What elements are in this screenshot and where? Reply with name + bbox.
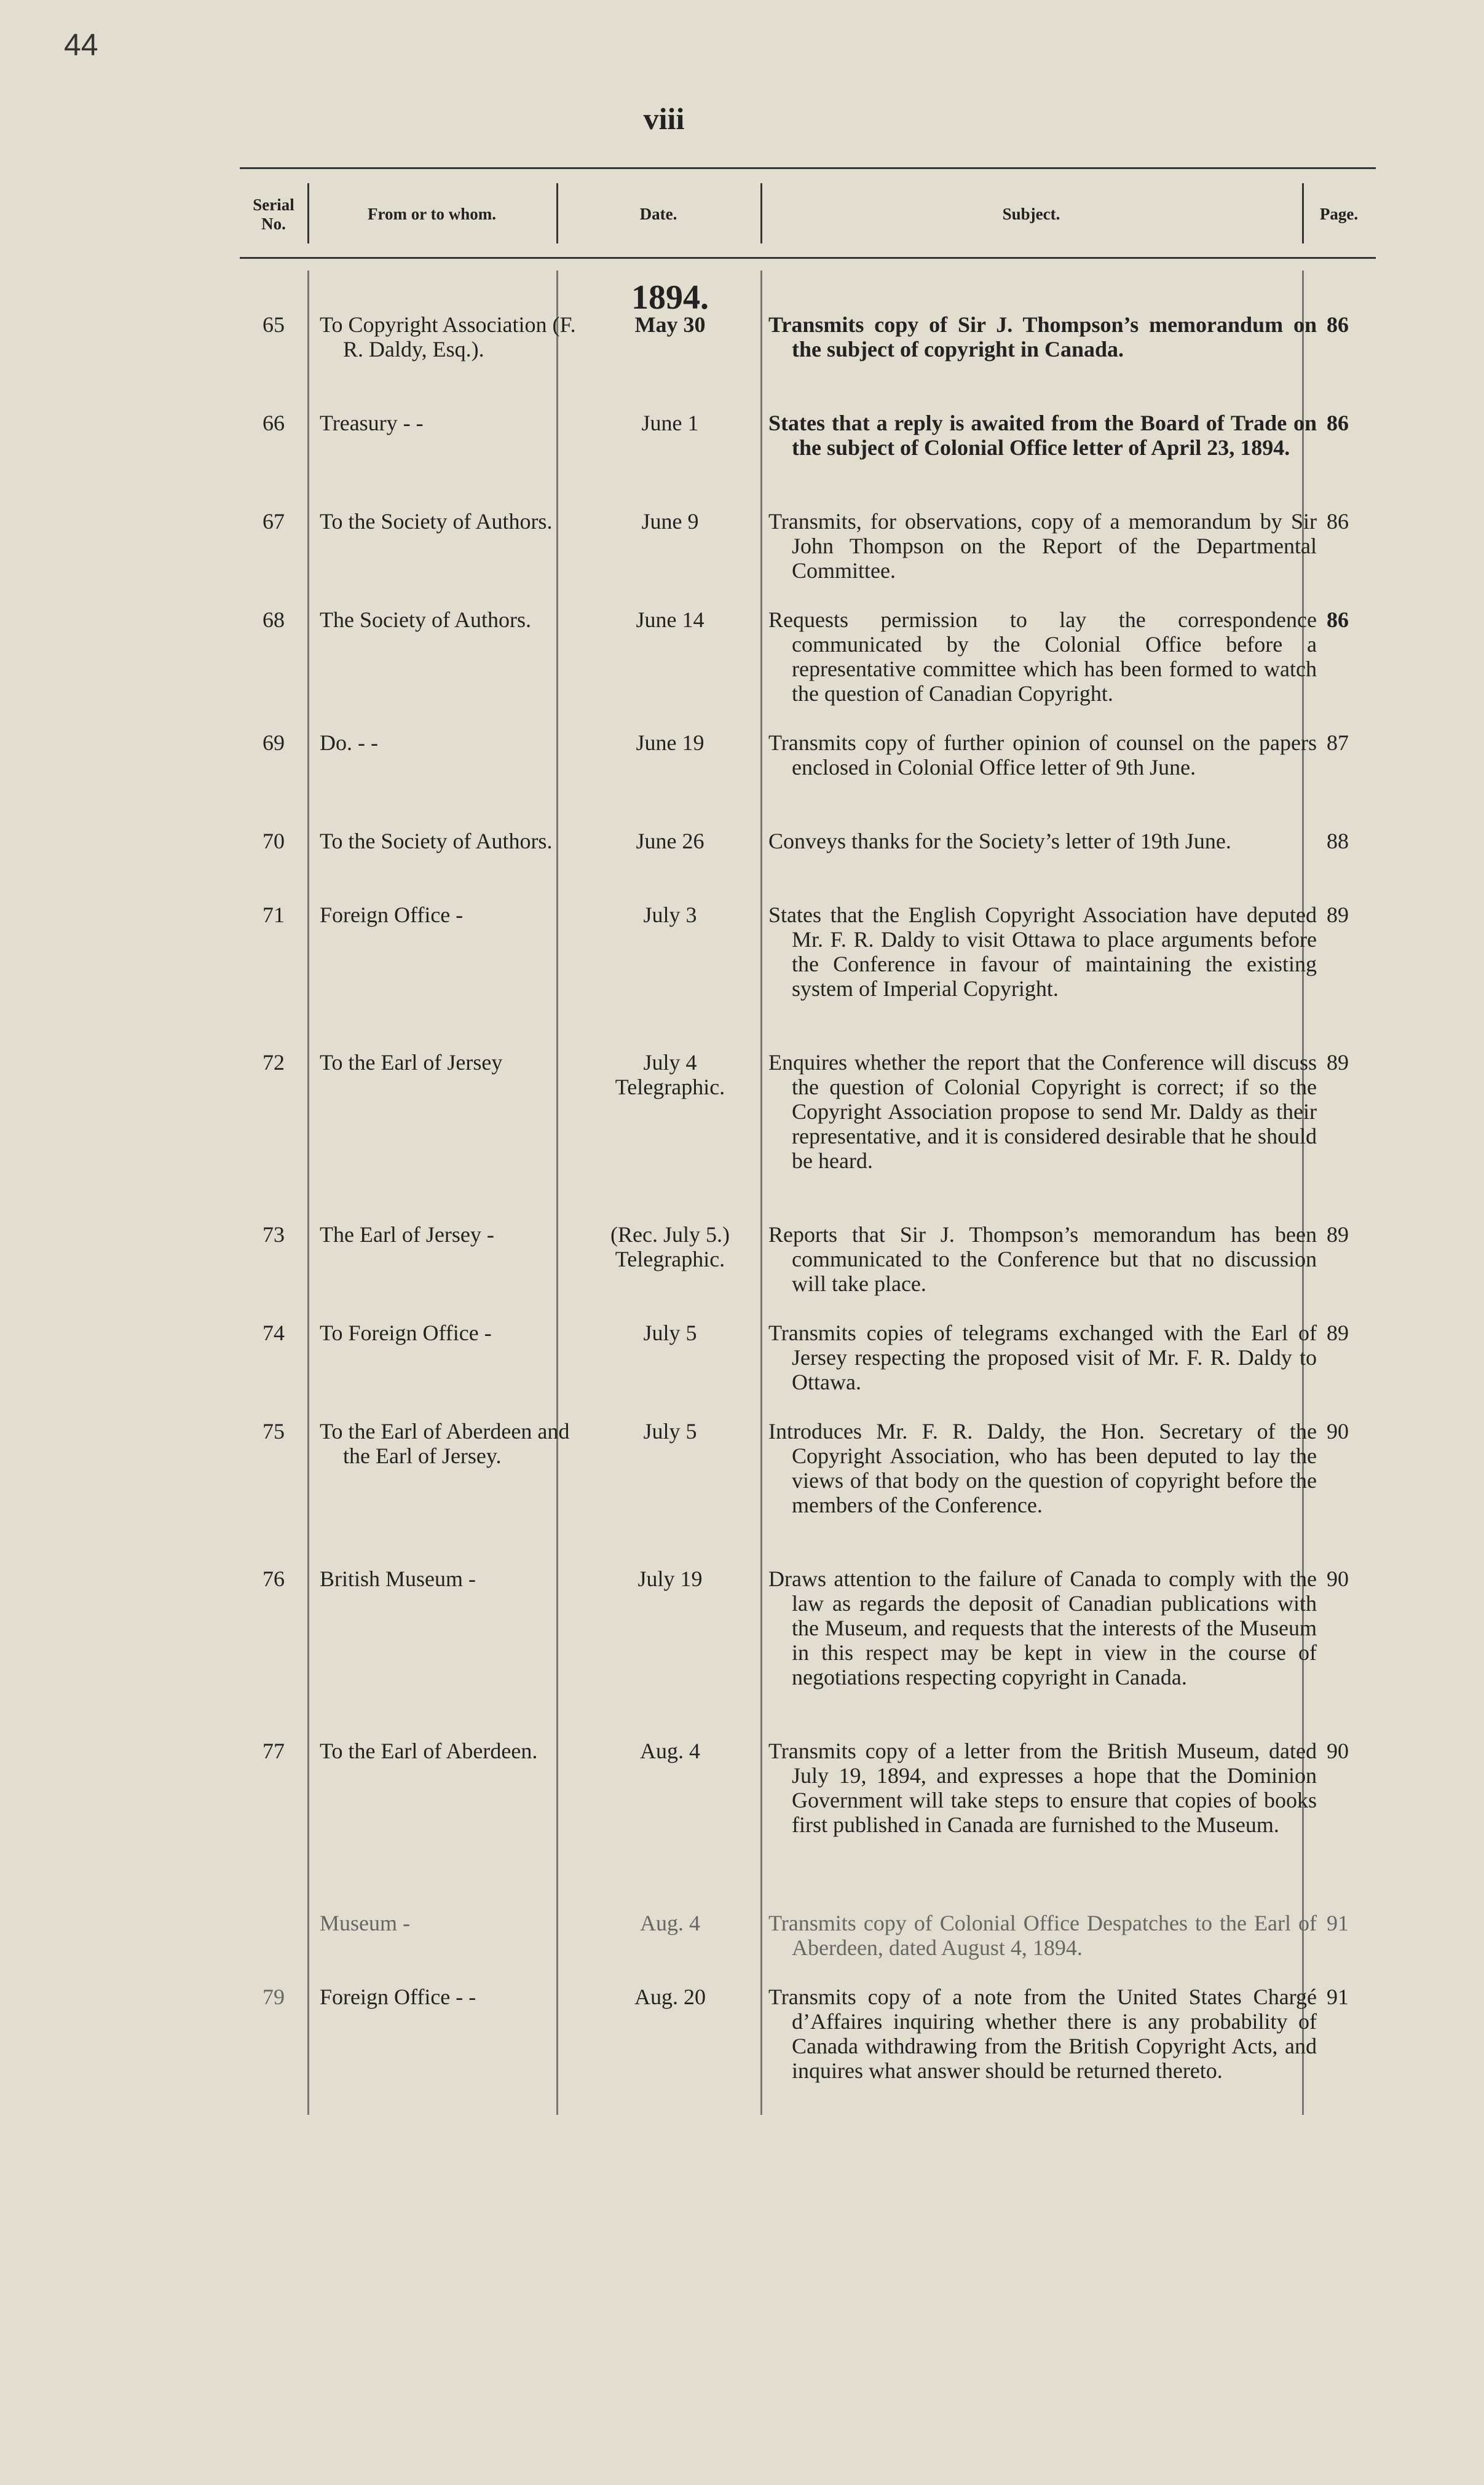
- correspondence-register-table: [240, 167, 1376, 2153]
- subject: Transmits copies of telegrams exchanged with the Earl of Jersey respecting the proposed visit of Mr. F. R. Daldy to Ottawa.: [768, 1321, 1317, 1394]
- roman-page-heading: viii: [643, 101, 685, 136]
- page-reference: 86: [1327, 411, 1349, 435]
- page-reference: 91: [1327, 1911, 1349, 1935]
- subject: Conveys thanks for the Society’s letter of 19th June.: [768, 829, 1231, 853]
- correspondent: The Society of Authors.: [320, 607, 531, 632]
- correspondent: Treasury - -: [320, 411, 424, 435]
- subject: Transmits copy of Sir J. Thompson’s memorandum on the subject of copyright in Canada.: [768, 312, 1317, 361]
- serial-number: 73: [262, 1222, 285, 1247]
- subject: Transmits copy of further opinion of counsel on the papers enclosed in Colonial Office letter of 9th June.: [768, 730, 1317, 780]
- year-heading: 1894.: [631, 279, 709, 317]
- correspondent: To Foreign Office -: [320, 1321, 492, 1345]
- page-reference: 91: [1327, 1985, 1349, 2009]
- page-reference: 87: [1327, 730, 1349, 755]
- top-rule: [240, 167, 1376, 169]
- correspondent: To the Society of Authors.: [320, 509, 553, 534]
- correspondent: To the Earl of Aberdeen and the Earl of Jersey.: [320, 1419, 570, 1468]
- serial-number: 74: [262, 1321, 285, 1345]
- correspondent: Museum -: [320, 1911, 410, 1935]
- correspondent: British Museum -: [320, 1566, 476, 1591]
- column-divider: [556, 271, 558, 2115]
- column-divider: [307, 271, 309, 2115]
- serial-number: 76: [262, 1566, 285, 1591]
- date: June 26: [636, 829, 705, 853]
- date: July 3: [643, 903, 697, 927]
- subject: Enquires whether the report that the Conference will discuss the question of Colonial Copyright is correct; if so the Copyright Association propose to send Mr. Daldy as their representative, and it is considered desirable that he should be heard.: [768, 1050, 1317, 1173]
- serial-number: 69: [262, 730, 285, 755]
- date-note: Telegraphic.: [615, 1247, 725, 1271]
- table-header: [240, 176, 1376, 253]
- date: Aug. 4: [640, 1911, 700, 1935]
- page-reference: 86: [1327, 312, 1349, 337]
- subject: States that a reply is awaited from the Board of Trade on the subject of Colonial Office letter of April 23, 1894.: [768, 411, 1317, 460]
- correspondent: To Copyright Association (F. R. Daldy, Esq.).: [320, 312, 576, 361]
- subject: Draws attention to the failure of Canada to comply with the law as regards the deposit of Canadian publications with the Museum, and requests that the interests of the Museum in this respect may be kept in view in the course of negotiations respecting copyright in Canada.: [768, 1566, 1317, 1689]
- header-page: Page.: [1319, 205, 1359, 224]
- header-rule: [240, 257, 1376, 259]
- page-number: 44: [64, 28, 98, 62]
- subject: Transmits copy of Colonial Office Despatches to the Earl of Aberdeen, dated August 4, 1894.: [768, 1911, 1317, 1960]
- page-reference: 88: [1327, 829, 1349, 853]
- serial-number: 68: [262, 607, 285, 632]
- correspondent: Do. - -: [320, 730, 378, 755]
- header-subject: Subject.: [1002, 205, 1060, 224]
- date: June 19: [636, 730, 705, 755]
- date: July 5: [643, 1321, 697, 1345]
- header-serial: Serial No.: [253, 195, 294, 233]
- correspondent: Foreign Office - -: [320, 1985, 476, 2009]
- subject: States that the English Copyright Association have deputed Mr. F. R. Daldy to visit Ottawa to place arguments before the Conference in favour of maintaining the existing system of Imperial Copyright.: [768, 903, 1317, 1001]
- date: June 9: [641, 509, 699, 534]
- page-reference: 90: [1327, 1739, 1349, 1763]
- subject: Requests permission to lay the correspondence communicated by the Colonial Office before a representative committee which has been formed to watch the question of Canadian Copyright.: [768, 607, 1317, 706]
- subject: Transmits copy of a letter from the British Museum, dated July 19, 1894, and expresses a hope that the Dominion Government will take steps to ensure that copies of books first published in Canada are furnished to the Museum.: [768, 1739, 1317, 1837]
- date: June 1: [641, 411, 699, 435]
- date: Aug. 4: [640, 1739, 700, 1763]
- correspondent: To the Earl of Aberdeen.: [320, 1739, 538, 1763]
- page-reference: 89: [1327, 903, 1349, 927]
- page-reference: 86: [1327, 509, 1349, 534]
- date-note: Telegraphic.: [615, 1075, 725, 1099]
- correspondent: To the Society of Authors.: [320, 829, 553, 853]
- serial-number: 67: [262, 509, 285, 534]
- serial-number: 70: [262, 829, 285, 853]
- subject: Introduces Mr. F. R. Daldy, the Hon. Secretary of the Copyright Association, who has been deputed to lay the views of that body on the question of copyright before the members of the Conference.: [768, 1419, 1317, 1517]
- correspondent: Foreign Office -: [320, 903, 464, 927]
- page-reference: 90: [1327, 1419, 1349, 1444]
- subject: Transmits, for observations, copy of a memorandum by Sir John Thompson on the Report of the Departmental Committee.: [768, 509, 1317, 583]
- page-reference: 89: [1327, 1050, 1349, 1075]
- page-reference: 90: [1327, 1566, 1349, 1591]
- serial-number: 72: [262, 1050, 285, 1075]
- serial-number: 66: [262, 411, 285, 435]
- header-from: From or to whom.: [368, 205, 496, 224]
- serial-number: 79: [262, 1985, 285, 2009]
- serial-number: 75: [262, 1419, 285, 1444]
- subject: Reports that Sir J. Thompson’s memorandum has been communicated to the Conference but that no discussion will take place.: [768, 1222, 1317, 1296]
- date: Aug. 20: [634, 1985, 706, 2009]
- date: [566, 1050, 775, 1099]
- date: May 30: [634, 312, 706, 337]
- date-value: (Rec. July 5.): [610, 1222, 730, 1247]
- page-reference: 89: [1327, 1321, 1349, 1345]
- serial-number: 71: [262, 903, 285, 927]
- column-divider: [760, 271, 762, 2115]
- correspondent: To the Earl of Jersey: [320, 1050, 503, 1075]
- serial-number: 65: [262, 312, 285, 337]
- correspondent: The Earl of Jersey -: [320, 1222, 494, 1247]
- date: June 14: [636, 607, 705, 632]
- serial-number: 77: [262, 1739, 285, 1763]
- page-reference: 86: [1327, 607, 1349, 632]
- date: July 19: [637, 1566, 703, 1591]
- date: July 5: [643, 1419, 697, 1444]
- header-date: Date.: [639, 205, 677, 224]
- date: [566, 1222, 775, 1271]
- page-reference: 89: [1327, 1222, 1349, 1247]
- date-value: July 4: [643, 1050, 697, 1075]
- subject: Transmits copy of a note from the United States Chargé d’Affaires inquiring whether there is any probability of Canada withdrawing from the British Copyright Acts, and inquires what answer should be returned thereto.: [768, 1985, 1317, 2083]
